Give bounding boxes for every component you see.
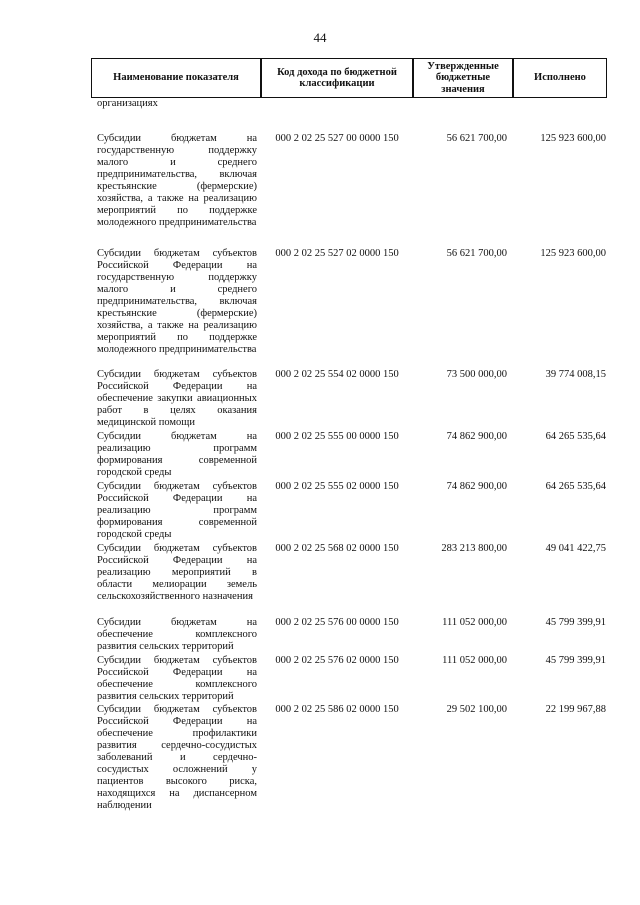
row-executed: 49 041 422,75: [545, 543, 606, 554]
row-approved: 73 500 000,00: [446, 369, 507, 380]
row-approved: 56 621 700,00: [446, 248, 507, 259]
row-code: 000 2 02 25 555 00 0000 150: [275, 431, 399, 442]
row-code: 000 2 02 25 555 02 0000 150: [275, 481, 399, 492]
row-approved: 74 862 900,00: [446, 481, 507, 492]
row-name: Субсидии бюджетам субъектов Российской Федерации на реализацию программ формирования современной городской среды: [97, 481, 257, 540]
row-name: Субсидии бюджетам субъектов Российской Федерации на обеспечение комплексного развития сельских территорий: [97, 655, 257, 702]
row-code: 000 2 02 25 554 02 0000 150: [275, 369, 399, 380]
page-number: 44: [313, 30, 327, 45]
continuation-text: организациях: [97, 98, 158, 109]
row-executed: 64 265 535,64: [545, 481, 606, 492]
row-approved: 283 213 800,00: [441, 543, 507, 554]
row-approved: 56 621 700,00: [446, 133, 507, 144]
row-executed: 64 265 535,64: [545, 431, 606, 442]
row-approved: 29 502 100,00: [446, 704, 507, 715]
row-executed: 22 199 967,88: [545, 704, 606, 715]
header-approved-column: Утвержденные бюджетные значения: [413, 58, 513, 98]
row-name: Субсидии бюджетам субъектов Российской Федерации на государственную поддержку малого и среднего предпринимательства, включая крестьянские (фермерские) хозяйства, а также на реализацию мероприятий по поддержке молодежного предпринимательства: [97, 248, 257, 355]
table-header: [91, 58, 607, 98]
row-code: 000 2 02 25 527 00 0000 150: [275, 133, 399, 144]
header-executed-column: Исполнено: [513, 58, 607, 98]
header-name-column: Наименование показателя: [91, 58, 261, 98]
row-code: 000 2 02 25 586 02 0000 150: [275, 704, 399, 715]
row-name: Субсидии бюджетам на реализацию программ формирования современной городской среды: [97, 431, 257, 478]
row-code: 000 2 02 25 576 00 0000 150: [275, 617, 399, 628]
row-executed: 45 799 399,91: [545, 617, 606, 628]
row-name: Субсидии бюджетам субъектов Российской Федерации на реализацию мероприятий в области мелиорации земель сельскохозяйственного назначения: [97, 543, 257, 602]
row-executed: 125 923 600,00: [540, 133, 606, 144]
row-approved: 74 862 900,00: [446, 431, 507, 442]
row-name: Субсидии бюджетам субъектов Российской Федерации на обеспечение профилактики развития сердечно-сосудистых заболеваний и сердечно-сосудистых осложнений у пациентов высокого риска, находящихся на диспансерном наблюдении: [97, 704, 257, 811]
header-code-column: Код дохода по бюджетной классификации: [261, 58, 413, 98]
row-approved: 111 052 000,00: [442, 617, 507, 628]
row-name: Субсидии бюджетам субъектов Российской Федерации на обеспечение закупки авиационных работ в целях оказания медицинской помощи: [97, 369, 257, 428]
row-executed: 45 799 399,91: [545, 655, 606, 666]
row-code: 000 2 02 25 576 02 0000 150: [275, 655, 399, 666]
row-name: Субсидии бюджетам на государственную поддержку малого и среднего предпринимательства, включая крестьянские (фермерские) хозяйства, а также на реализацию мероприятий по поддержке молодежного предпринимательства: [97, 133, 257, 228]
row-executed: 39 774 008,15: [545, 369, 606, 380]
row-code: 000 2 02 25 568 02 0000 150: [275, 543, 399, 554]
row-code: 000 2 02 25 527 02 0000 150: [275, 248, 399, 259]
row-executed: 125 923 600,00: [540, 248, 606, 259]
row-approved: 111 052 000,00: [442, 655, 507, 666]
row-name: Субсидии бюджетам на обеспечение комплексного развития сельских территорий: [97, 617, 257, 652]
